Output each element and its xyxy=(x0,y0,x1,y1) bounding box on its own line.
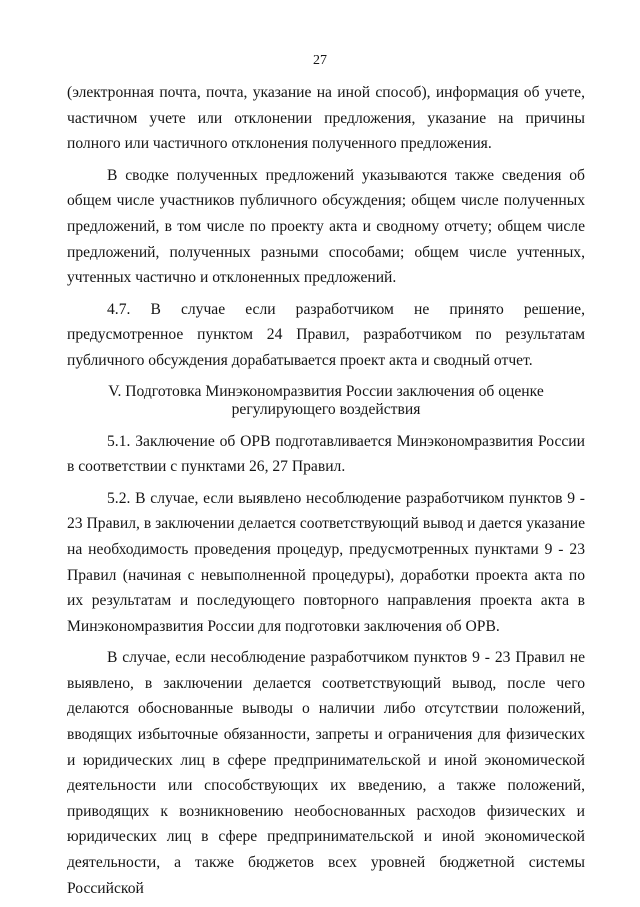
paragraph-clause-5-2: 5.2. В случае, если выявлено несоблюдение разработчиком пунктов 9 - 23 Правил, в заключении делается соответствующий вывод и дается указание на необходимость проведения процедур, предусмотренных пунктами 9 - 23 Правил (начиная с невыполненной процедуры), доработки проекта акта по их результатам и последующего повторного направления проекта акта в Минэкономразвития России для подготовки заключения об ОРВ. xyxy=(67,489,585,635)
paragraph-contact-methods: (электронная почта, почта, указание на иной способ), информация об учете, частичном учете или отклонении предложения, указание на причины полного или частичного отклонения полученного предложения. xyxy=(67,84,585,153)
paragraph-summary-info: В сводке полученных предложений указываются также сведения об общем числе участников публичного обсуждения; общем числе полученных предложений, в том числе по проекту акта и сводному отчету; общем числе предложений, полученных разными способами; общем числе учтенных, учтенных частично и отклоненных предложений. xyxy=(67,166,585,287)
paragraph-clause-4-7: 4.7. В случае если разработчиком не принято решение, предусмотренное пунктом 24 Правил, разработчиком по результатам публичного обсуждения дорабатывается проект акта и сводный отчет. xyxy=(67,300,585,369)
document-body xyxy=(67,80,585,907)
section-heading-line-2: регулирующего воздействия xyxy=(231,400,421,418)
section-heading-line-1: V. Подготовка Минэкономразвития России заключения об оценке xyxy=(108,382,544,400)
section-heading xyxy=(67,383,585,419)
paragraph-no-violation: В случае, если несоблюдение разработчиком пунктов 9 - 23 Правил не выявлено, в заключении делается соответствующий вывод, после чего делаются обоснованные выводы о наличии либо отсутствии положений, вводящих избыточные обязанности, запреты и ограничения для физических и юридических лиц в сфере предпринимательской и иной экономической деятельности или способствующих их введению, а также положений, приводящих к возникновению необоснованных расходов физических и юридических лиц в сфере предпринимательской и иной экономической деятельности, а также бюджетов всех уровней бюджетной системы Российской xyxy=(67,649,585,897)
page-number: 27 xyxy=(313,53,327,68)
paragraph-clause-5-1: 5.1. Заключение об ОРВ подготавливается Минэкономразвития России в соответствии с пунктами 26, 27 Правил. xyxy=(67,432,585,476)
